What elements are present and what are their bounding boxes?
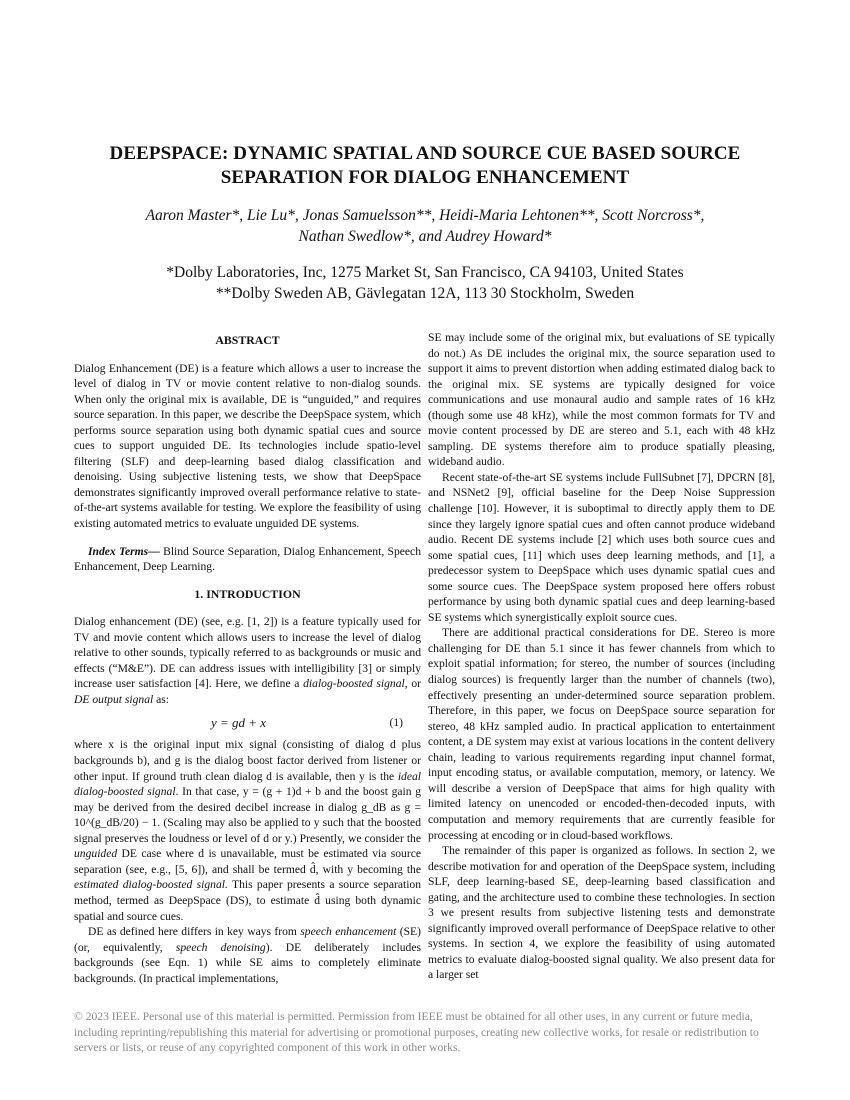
abstract-text: Dialog Enhancement (DE) is a feature which allows a user to increase the level of dialog in TV or movie content relative to non-dialog sounds. When only the original mix is available, DE is “unguided,” and requires source separation. In this paper, we describe the DeepSpace system, which performs source separation using both dynamic spatial cues and source cues to support unguided DE. Its technologies include spatio-level filtering (SLF) and deep-learning based dialog classification and denoising. Using subjective listening tests, we show that DeepSpace demonstrates significantly improved overall performance relative to state-of-the-art systems available for testing. We explore the feasibility of using existing automated metrics to evaluate unguided DE systems. (74, 361, 421, 531)
equation-number: (1) (389, 715, 403, 729)
right-paragraph-1: SE may include some of the original mix, but evaluations of SE typically do not.) As DE includes the original mix, the source separation used to support it aims to prevent distortion when adding estimated dialog back to the original mix. SE systems are typically designed for voice communications and use monaural audio and sample rates of 16 kHz (though some use 48 kHz), while the most common formats for TV and movie content processed by DE are stereo and 5.1, each with 48 kHz sampling. DE systems therefore aim to produce spatially pleasing, wideband audio. (428, 331, 775, 469)
index-terms-label: Index Terms— (88, 544, 160, 558)
intro-paragraph-3: DE as defined here differs in key ways from speech enhancement (SE) (or, equivalently, speech denoising). DE deliberately includes backgrounds (see Eqn. 1) while SE aims to completely eliminate backgrounds. (In practical implementations, (74, 925, 421, 985)
right-paragraph-4: The remainder of this paper is organized as follows. In section 2, we describe motivation for and operation of the DeepSpace system, including SLF, deep learning-based SE, deep-learning based classification and gating, and the architecture used to combine these technologies. In section 3 we present results from subjective listening tests and demonstrate significantly improved overall performance of DeepSpace relative to other systems. In section 4, we explore the feasibility of using automated metrics to evaluate dialog-boosted signal quality. We also present data for a larger set (428, 844, 775, 982)
title-line-2: SEPARATION FOR DIALOG ENHANCEMENT (220, 167, 630, 188)
left-column (74, 330, 421, 986)
author-list (60, 205, 790, 247)
right-paragraph-3: There are additional practical considerations for DE. Stereo is more challenging for DE than 5.1 since it has fewer channels from which to exploit spatial information; for stereo, the number of sources (including dialog sources) is frequently larger than the number of channels (two), effectively presenting an under-determined source separation problem. Therefore, in this paper, we focus on DeepSpace source separation for stereo, 48 kHz sampled audio. In practical application to entertainment content, a DE system may exist at various locations in the content delivery chain, leading to various requirements regarding input channel format, input encoding status, or available computation, memory, or latency. We will describe a version of DeepSpace that aims for high quality with limited latency on unencoded or encoded-then-decoded inputs, with computation and memory requirements that are currently feasible for processing at encoding or in cloud-based workflows. (428, 626, 775, 842)
affiliation-1: *Dolby Laboratories, Inc, 1275 Market St, San Francisco, CA 94103, United States (166, 264, 684, 281)
intro-paragraph-1: Dialog enhancement (DE) (see, e.g. [1, 2]) is a feature typically used for TV and movie content which allows users to increase the level of dialog relative to other sounds, typically referred to as backgrounds or music and effects (“M&E”). DE can address issues with intelligibility [3] or simply increase user satisfaction [4]. Here, we define a dialog-boosted signal, or DE output signal as: (74, 615, 421, 706)
index-terms-text: Blind Source Separation, Dialog Enhancement, Speech Enhancement, Deep Learning. (74, 544, 421, 574)
title-line-1: DEEPSPACE: DYNAMIC SPATIAL AND SOURCE CUE BASED SOURCE (109, 143, 741, 164)
equation-formula: y = gd + x (210, 714, 267, 730)
right-paragraph-2: Recent state-of-the-art SE systems include FullSubnet [7], DPCRN [8], and NSNet2 [9], official baseline for the Deep Noise Suppression challenge [10]. However, it is suboptimal to directly apply them to DE since they largely ignore spatial cues and often cannot produce wideband audio. Recent DE systems include [2] which uses both source cues and some spatial cues, [11] which uses deep learning methods, and [1], a predecessor system to DeepSpace which uses dynamic spatial cues and some source cues. The DeepSpace system proposed here offers robust performance by using both dynamic spatial cues and deep learning-based SE systems which synergistically exploit source cues. (428, 470, 775, 624)
equation-1 (74, 711, 421, 733)
right-column (428, 330, 775, 983)
intro-heading: 1. INTRODUCTION (194, 586, 301, 601)
copyright-notice: © 2023 IEEE. Personal use of this material is permitted. Permission from IEEE must be obtained for all other uses, in any current or future media, including reprinting/republishing this material for advertising or promotional purposes, creating new collective works, for resale or redistribution to servers or lists, or reuse of any copyrighted component of this work in other works. (74, 1010, 759, 1055)
abstract-heading: ABSTRACT (215, 333, 280, 347)
authors-line-1: Aaron Master*, Lie Lu*, Jonas Samuelsson**, Heidi-Maria Lehtonen**, Scott Norcross*, (145, 207, 705, 224)
intro-paragraph-2: where x is the original input mix signal (consisting of dialog d plus backgrounds b), and g is the dialog boost factor derived from listener or other input. If ground truth clean dialog d is available, then y is the ideal dialog-boosted signal. In that case, y = (g + 1)d + b and the boost gain g may be derived from the desired decibel increase in dialog g_dB as g = 10^(g_dB/20) − 1. (Scaling may also be applied to y such that the boosted signal preserves the loudness or level of d or y.) Presently, we consider the unguided DE case where d is unavailable, must be estimated via source separation (see, e.g., [5, 6]), and shall be termed d̂, with y becoming the estimated dialog-boosted signal. This paper presents a source separation method, termed as DeepSpace (DS), to estimate d̂ using both dynamic spatial and source cues. (74, 738, 422, 923)
paper-title (60, 142, 790, 190)
index-terms (74, 544, 421, 575)
affiliations (60, 262, 790, 304)
affiliation-2: **Dolby Sweden AB, Gävlegatan 12A, 113 30 Stockholm, Sweden (215, 285, 635, 302)
authors-line-2: Nathan Swedlow*, and Audrey Howard* (298, 228, 552, 245)
